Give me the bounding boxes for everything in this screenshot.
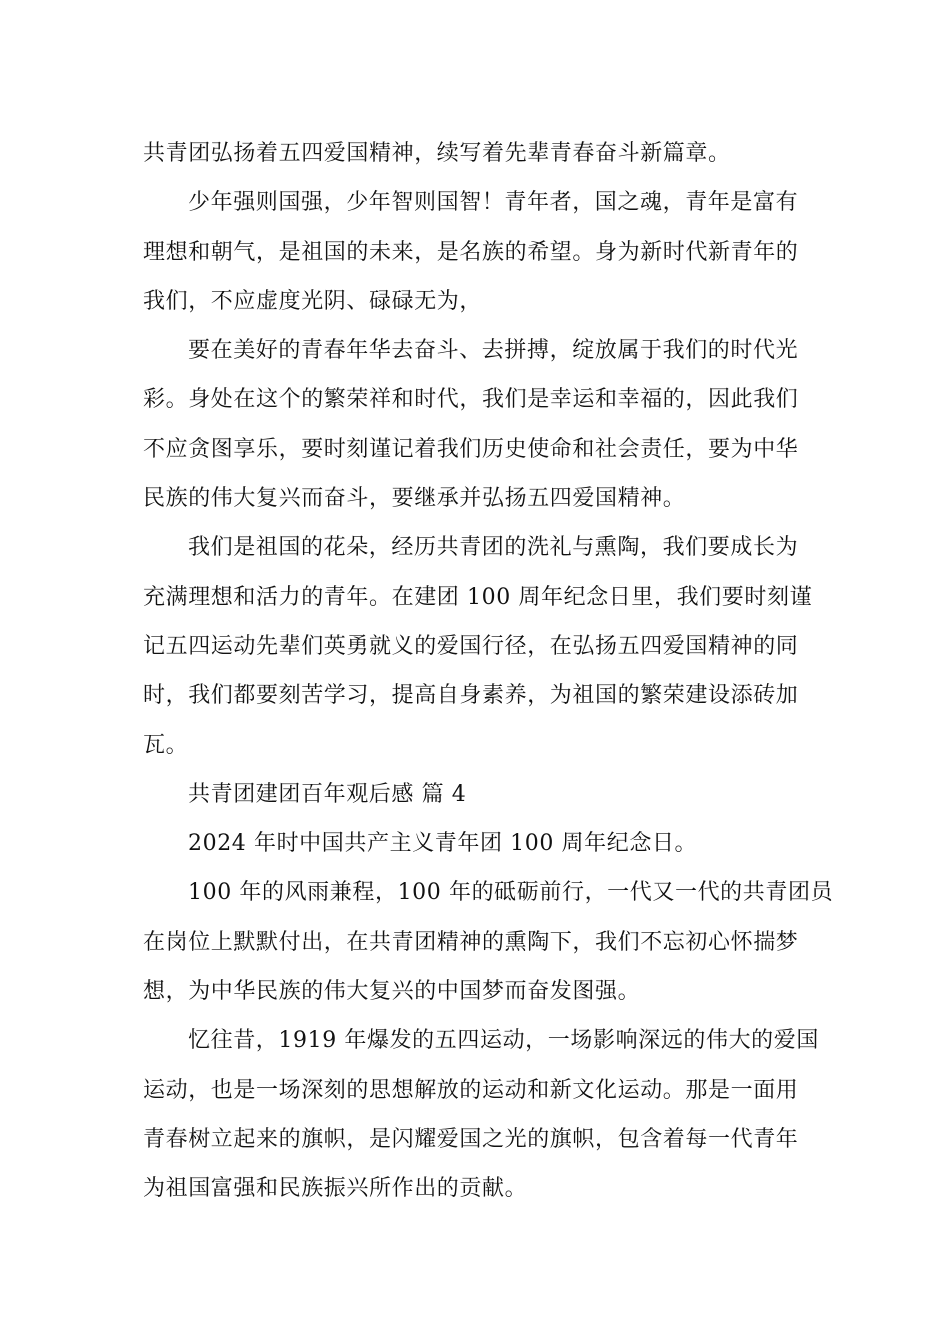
text-line: 理想和朝气，是祖国的未来，是名族的希望。身为新时代新青年的 bbox=[143, 239, 799, 265]
text-line: 青春树立起来的旗帜，是闪耀爱国之光的旗帜，包含着每一代青年 bbox=[143, 1126, 799, 1152]
text-line: 要在美好的青春年华去奋斗、去拼搏，绽放属于我们的时代光 bbox=[188, 338, 799, 364]
text-line: 忆往昔，1919 年爆发的五四运动，一场影响深远的伟大的爱国 bbox=[188, 1028, 819, 1054]
text-line: 在岗位上默默付出，在共青团精神的熏陶下，我们不忘初心怀揣梦 bbox=[143, 929, 799, 955]
text-line: 为祖国富强和民族振兴所作出的贡献。 bbox=[143, 1176, 528, 1202]
text-line: 记五四运动先辈们英勇就义的爱国行径，在弘扬五四爱国精神的同 bbox=[143, 633, 799, 659]
text-line: 民族的伟大复兴而奋斗，要继承并弘扬五四爱国精神。 bbox=[143, 486, 686, 512]
text-line: 我们是祖国的花朵，经历共青团的洗礼与熏陶，我们要成长为 bbox=[188, 535, 799, 561]
text-line: 100 年的风雨兼程，100 年的砥砺前行，一代又一代的共青团员 bbox=[188, 880, 834, 906]
document-body bbox=[143, 129, 834, 1214]
text-line: 瓦。 bbox=[143, 732, 189, 758]
text-line: 我们，不应虚度光阴、碌碌无为， bbox=[143, 288, 483, 314]
text-line: 充满理想和活力的青年。在建团 100 周年纪念日里，我们要时刻谨 bbox=[143, 584, 813, 610]
section-heading: 共青团建团百年观后感 篇 4 bbox=[188, 781, 467, 807]
text-line: 想，为中华民族的伟大复兴的中国梦而奋发图强。 bbox=[143, 979, 641, 1005]
text-line: 2024 年时中国共产主义青年团 100 周年纪念日。 bbox=[188, 831, 698, 857]
text-line: 共青团弘扬着五四爱国精神，续写着先辈青春奋斗新篇章。 bbox=[143, 141, 731, 166]
text-line: 不应贪图享乐，要时刻谨记着我们历史使命和社会责任，要为中华 bbox=[143, 436, 799, 462]
text-line: 运动，也是一场深刻的思想解放的运动和新文化运动。那是一面用 bbox=[143, 1077, 799, 1103]
text-line: 彩。身处在这个的繁荣祥和时代，我们是幸运和幸福的，因此我们 bbox=[143, 387, 799, 413]
text-line: 时，我们都要刻苦学习，提高自身素养，为祖国的繁荣建设添砖加 bbox=[143, 683, 799, 709]
text-line: 少年强则国强，少年智则国智！青年者，国之魂，青年是富有 bbox=[188, 190, 799, 216]
